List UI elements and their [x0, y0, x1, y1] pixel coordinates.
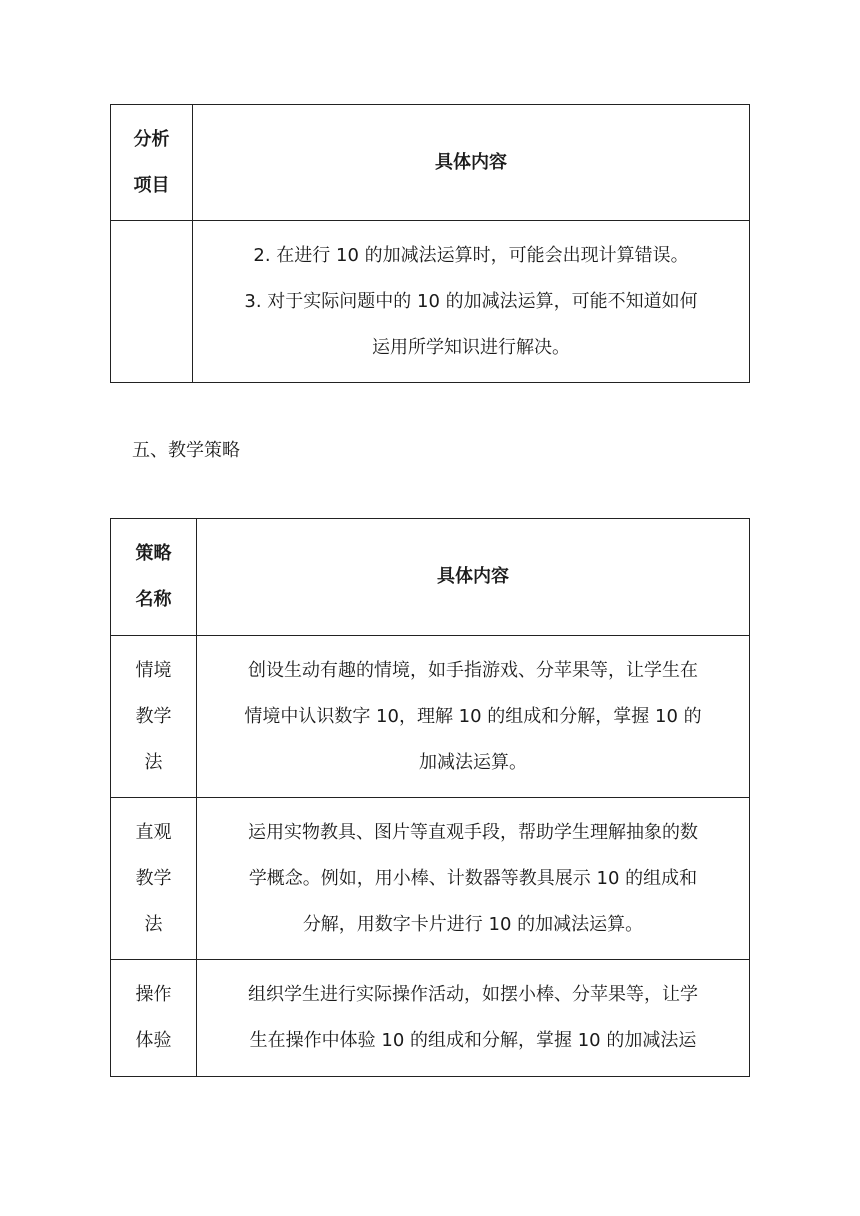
header-cell-content: 具体内容	[193, 105, 750, 221]
strategy-name-line: 教学	[135, 867, 172, 889]
header-label-line: 分析	[133, 128, 170, 150]
header-label-line: 策略	[135, 543, 172, 564]
strategy-name-line: 情境	[135, 659, 172, 681]
strategy-name-line: 直观	[135, 821, 172, 843]
row-label-cell	[111, 221, 193, 383]
content-line: 运用所学知识进行解决。	[372, 336, 570, 358]
content-line: 加减法运算。	[419, 751, 527, 773]
strategy-name-cell	[111, 960, 197, 1077]
table-row	[111, 798, 750, 960]
analysis-table	[110, 104, 750, 383]
content-line: 组织学生进行实际操作活动，如摆小棒、分苹果等，让学	[248, 984, 698, 1005]
strategy-name-line: 法	[144, 913, 163, 935]
content-line: 生在操作中体验 10 的组成和分解，掌握 10 的加减法运	[249, 1030, 697, 1051]
table-row	[111, 221, 750, 383]
table-header-row	[111, 519, 750, 636]
strategy-content-cell	[197, 960, 750, 1077]
header-cell-content: 具体内容	[197, 519, 750, 636]
header-cell-analysis-item	[111, 105, 193, 221]
strategy-name-line: 体验	[135, 1030, 172, 1051]
strategy-content-cell	[197, 636, 750, 798]
strategy-content-cell	[197, 798, 750, 960]
strategy-name-cell	[111, 636, 197, 798]
table-row	[111, 960, 750, 1077]
content-line: 3. 对于实际问题中的 10 的加减法运算，可能不知道如何	[244, 290, 698, 312]
strategy-name-cell	[111, 798, 197, 960]
content-line: 分解，用数字卡片进行 10 的加减法运算。	[302, 913, 644, 935]
table-row	[111, 636, 750, 798]
strategy-name-line: 教学	[135, 705, 172, 727]
content-line: 创设生动有趣的情境，如手指游戏、分苹果等，让学生在	[248, 659, 698, 681]
content-line: 运用实物教具、图片等直观手段，帮助学生理解抽象的数	[248, 821, 698, 843]
table-header-row	[111, 105, 750, 221]
row-content-cell	[193, 221, 750, 383]
header-label-line: 名称	[135, 589, 172, 610]
section-title: 五、教学策略	[132, 440, 240, 461]
content-line: 情境中认识数字 10，理解 10 的组成和分解，掌握 10 的	[244, 705, 702, 727]
content-line: 2. 在进行 10 的加减法运算时，可能会出现计算错误。	[253, 244, 689, 266]
strategy-table	[110, 518, 750, 1077]
header-cell-strategy-name	[111, 519, 197, 636]
strategy-name-line: 操作	[135, 984, 172, 1005]
strategy-name-line: 法	[144, 751, 163, 773]
header-label-line: 项目	[133, 174, 170, 196]
content-line: 学概念。例如，用小棒、计数器等教具展示 10 的组成和	[248, 867, 698, 889]
